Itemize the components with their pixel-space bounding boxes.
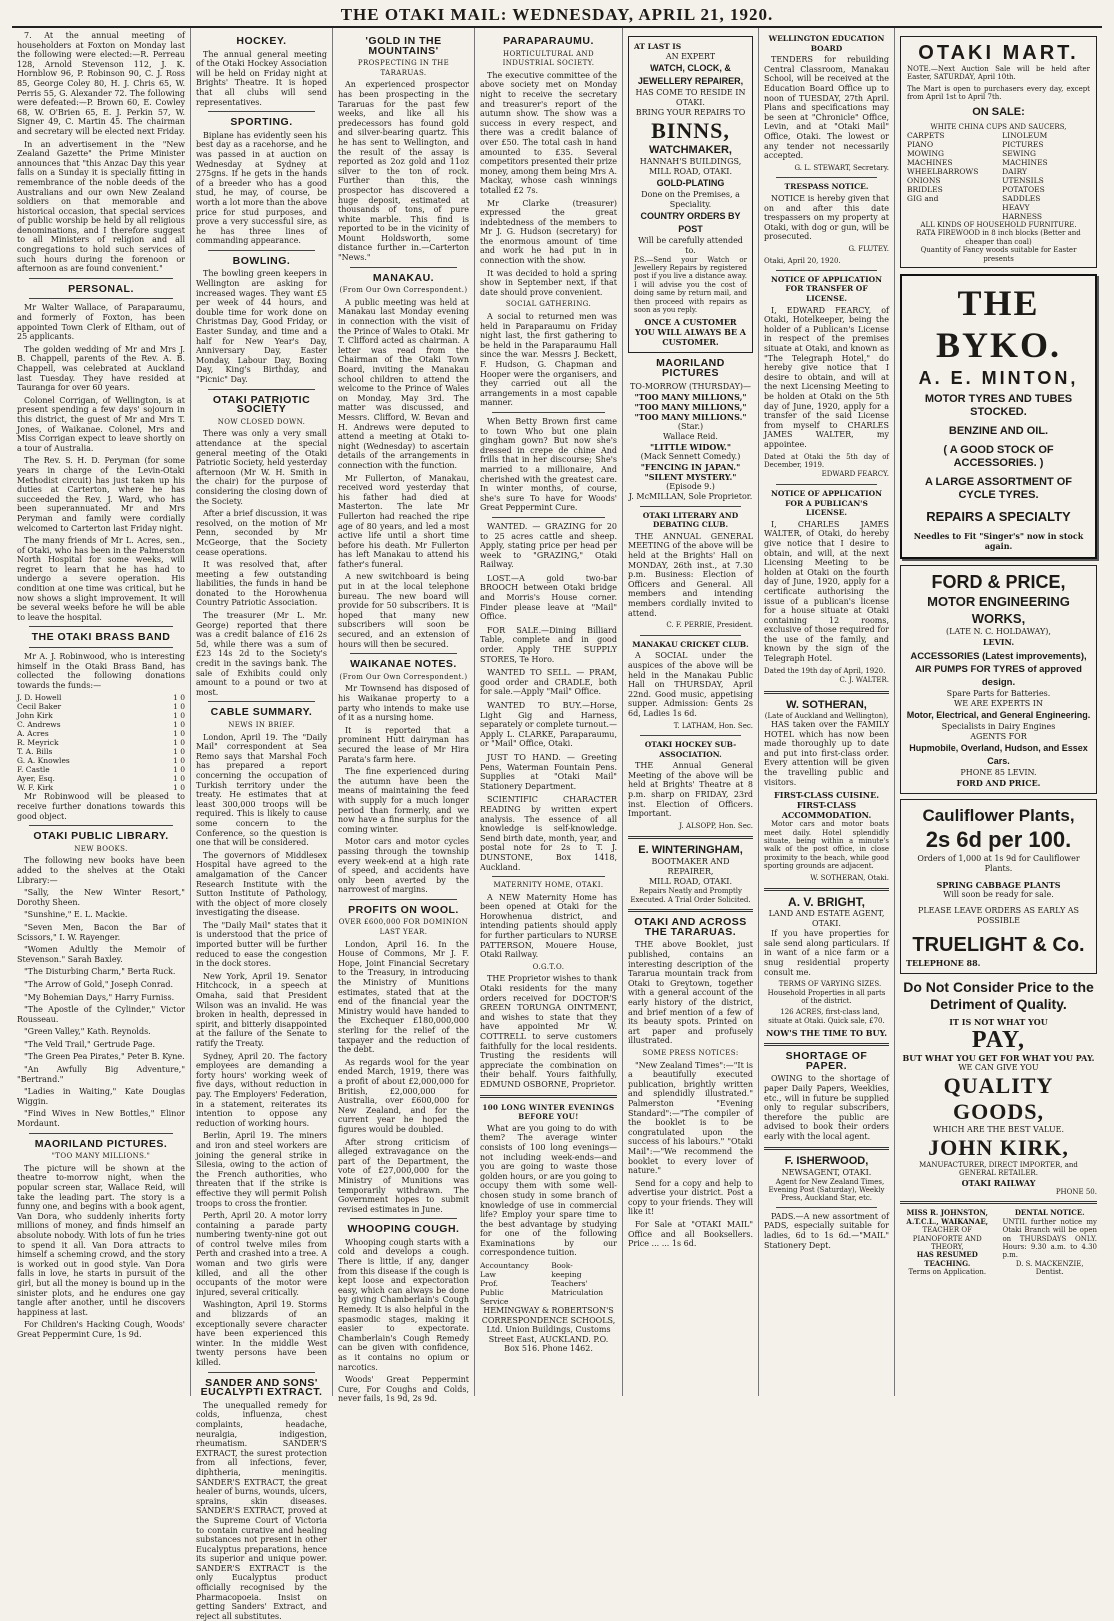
cable-item: The governors of Middlesex Hospital have agreed to the amalgamation of the Cancer Research Institute with the Sutton Institute of Pathology, with the object of more closely investigating the disease. [196, 850, 327, 918]
binns-watchmaker-ad: AT LAST IS AN EXPERT WATCH, CLOCK, & JEWELLERY REPAIRER, HAS COME TO RESIDE IN OTAKI. BRING YOUR REPAIRS TO BINNS, WATCHMAKER, HANNAH'S BUILDINGS, MILL ROAD, OTAKI. GOLD-PLATING Done on the Premises, a Speciality. COUNTRY ORDERS BY POST Will be carefully attended to. P.S.—Send your Watch or Jewellery Repairs by registered post if you live a distance away. I will advise you the cost of doing same by return mail, and then proceed with repairs as soon as you reply. ONCE A CUSTOMER YOU WILL ALWAYS BE A CUSTOMER. [628, 36, 753, 353]
book-item: "The Disturbing Charm," Berta Ruck. [24, 967, 176, 977]
divider [640, 735, 741, 736]
donation-row: J. D. Howell 1 0 [17, 693, 185, 703]
divider [628, 836, 753, 839]
sanders-heading: SANDER AND SONS' EUCALYPTI EXTRACT. [200, 1376, 323, 1399]
cable-item: Perth, April 20. A motor lorry containing a parade party numbering twenty-nine got out of control twelve miles from Perth and crashed into a tree. A woman and two girls were killed, and all the other occupants of the motor were injured, several critically. [196, 1211, 327, 1297]
booklet-advice: Send for a copy and help to advertise your district. Post a copy to your friends. They will like it! [628, 1178, 753, 1217]
peppermint-cure-ad: For Children's Hacking Cough, Woods' Great Peppermint Cure, 1s 9d. [17, 1320, 185, 1339]
waikanae-heading: WAIKANAE NOTES. [350, 658, 457, 671]
divider [29, 647, 173, 648]
book-item: "The Arrow of Gold," Joseph Conrad. [24, 979, 174, 989]
classified-ad: WANTED TO BUY.—Horse, Light Gig and Harness, separately or complete turnout.—Apply L. CLARKE, Paraparaumu, or "Mail" Office, Otaki. [480, 701, 617, 749]
classified-ad: LOST.—A gold two-bar BROOCH between Otaki bridge and Morris's House corner. Finder please leave at "Mail" Office. [480, 573, 617, 622]
johnston-piano-ad: MISS R. JOHNSTON, A.T.C.L., WAIKANAE, TEACHER OF PIANOFORTE AND THEORY, HAS RESUMED TEACHING. Terms on Application. [906, 1208, 989, 1277]
sporting-heading: SPORTING. [230, 116, 293, 129]
divider [208, 389, 315, 390]
waikanae-subheading: (From Our Own Correspondent.) [339, 672, 468, 681]
anzac-day-notice: In an advertisement in the "New Zealand Gazette" the Prime Minister announces that "this Anzac Day this year falls on a Sunday it is specially fitting in remembrance of the noble deeds of the Australians and our own New Zealand soldiers on that memorable and historical occasion, that special services of public worship be held by all religious denominations, and I therefore suggest to all Ministers of religion and all congregations to hold such services of such hours during the forenoon or afternoon as are found convenient." [17, 139, 185, 274]
personal-item: The many friends of Mr L. Acres, sen., of Otaki, who has been in the Palmerston North Hospital for some weeks, will regret to learn that he has had to undergo a severe operation. His condition at one time was critical, but he now shows a slight improvement. It will be several weeks before he will be able to leave the hospital. [17, 536, 185, 622]
bowling-heading: BOWLING. [232, 254, 291, 267]
divider [208, 701, 315, 702]
book-item: "My Bohemian Days," Harry Furniss. [24, 992, 175, 1002]
social-article: A social to returned men was held in Paraparaumu on Friday night last, the first gathering to be held in the Paraparaumu Hall since the war. Messrs J. Beckett, F. Hudson, G. Chapman and Hooper were the organisers, and they carried out all the arrangements in a most capable manner. [480, 312, 617, 408]
patriotic-para: The treasurer (Mr L. Mr. George) reported that there was a credit balance of £16 2s 5d, while there was a sum of £23 14s 2d to the Society's credit in the savings bank. The sale of Exhibits could only amount to a pound or two at most. [196, 611, 327, 697]
cable-item: Sydney, April 20. The factory employees are demanding a forty hours' working week of five days, without reduction in pay. The Employers' Federation, in a statement, reiterates its intention to oppose any reduction of working hours. [196, 1051, 327, 1128]
column-6 [759, 28, 895, 1396]
divider [764, 691, 889, 694]
patriotic-para: It was resolved that, after meeting a few outstanding liabilities, the funds in hand be donated to the Horowhenua Country Patriotic Association. [196, 560, 327, 608]
education-board-notice: WELLINGTON EDUCATION BOARD TENDERS for rebuilding Central Classroom, Manakau School, will be received at the Education Board Office up to noon of TUESDAY, 27th April. Plans and specifications may be seen at "Chronicle" Office, Levin, and at "Otaki Mail" Office, Otaki. The lowest or any tender not necessarily accepted. G. L. STEWART, Secretary. [764, 34, 889, 172]
winteringham-ad: E. WINTERINGHAM, BOOTMAKER AND REPAIRER, MILL ROAD, OTAKI. Repairs Neatly and Promptly Executed. A Trial Order Solicited. [630, 844, 751, 904]
donation-row: Cecil Baker 1 0 [17, 702, 185, 712]
divider [29, 298, 173, 299]
wool-heading: PROFITS ON WOOL. [348, 903, 459, 916]
dental-notice: DENTAL NOTICE. UNTIL further notice my Otaki Branch will be open on THURSDAYS ONLY. Hours: 9.30 a.m. to 4.30 p.m. D. S. MACKENZIE, Dentist. [1002, 1208, 1097, 1277]
maoriland-pictures-subheading: "TOO MANY MILLIONS." [51, 1152, 151, 1161]
book-item: "Seven Men, Bacon the Bar of Scissors," I. W. Rayenger. [17, 922, 185, 942]
social-heading: SOCIAL GATHERING. [505, 300, 592, 309]
book-item: "Sally, the New Winter Resort," Dorothy Sheen. [17, 888, 185, 907]
book-item: "Women Adultly the Memoir of Stevenson." Sarah Baxley. [17, 945, 185, 964]
proprietor-notice: THE Proprietor wishes to thank Otaki residents for the many orders received for DOCTOR'S GREEN TORUNGA OINTMENT, and wishes to state that they have appointed Mr W. COTTRELL to serve customers faithfully for the local residents. Trusting the residents will appreciate the combination on their behalf. Yours faithfully, EDMUND OSBORNE, Proprietor. [480, 974, 617, 1089]
bottom-notices [900, 1209, 1097, 1276]
maoriland-pictures-heading: MAORILAND PICTURES. [34, 1137, 168, 1150]
divider [208, 250, 315, 251]
cable-item: The "Daily Mail" states that it is understood that the price of imported butter will be further reduced to ease the congestion in the dock stores. [196, 920, 327, 969]
library-heading: OTAKI PUBLIC LIBRARY. [33, 830, 169, 843]
divider [492, 517, 605, 518]
sotheran-hotel-ad: W. SOTHERAN, (Late of Auckland and Wellington), HAS taken over the FAMILY HOTEL which has now been made thoroughly up to date and put into first-class order. Every attention will be given the travelling public and visitors. FIRST-CLASS CUISINE. FIRST-CLASS ACCOMMODATION. Motor cars and motor boats meet daily. Hotel splendidly situate, being within a minute's walk of the post office, in close proximity to the beach, while good sporting grounds are adjacent. W. SOTHERAN, Otaki. [764, 698, 889, 882]
personal-item: Colonel Corrigan, of Wellington, is at present spending a few days' sojourn in this district, the guest of Mr and Mrs T. Jones, of Waikanae. Colonel, Mrs and Miss Corrigan expect to leave shortly on a tour of Australia. [17, 395, 185, 453]
donation-row: John Kirk 1 0 [17, 711, 185, 721]
divider [350, 653, 457, 654]
paper-shortage-heading: SHORTAGE OF PAPER. [785, 1050, 868, 1072]
betty-brown-verse: When Betty Brown first came to town Who but one plain gingham gown? But now she's dressed in crepe de chine And frills that in her discourse; She's married to a millionaire, And cherished with the greatest care. In winter months, of course, she's sure To have for Woods' Great Peppermint Cure. [480, 416, 617, 513]
hockey-heading: HOCKEY. [236, 35, 287, 47]
library-intro: The following new books have been added to the shelves at the Otaki Library:— [17, 856, 185, 885]
divider [776, 270, 877, 271]
waikanae-para: The fine experienced during the autumn have been the means of maintaining the feed with supply for a much longer period than formerly, and we now have a fine surplus for the coming winter. [338, 767, 469, 834]
waikanae-para: Motor cars and motor cycles passing through the township every week-end at a high rate of speed, and accidents have only been averted by the narrowest of margins. [338, 837, 469, 895]
maoriland-pictures-ad: TO-MORROW (THURSDAY)— "TOO MANY MILLIONS," "TOO MANY MILLIONS," "TOO MANY MILLIONS." (Star.) Wallace Reid. "LITTLE WIDOW." (Mack Sennett Comedy.) "FENCING IN JAPAN." "SILENT MYSTERY." (Episode 9.) J. McMILLAN, Sole Proprietor. [628, 381, 753, 501]
donation-row: W. F. Kirk 1 0 [17, 783, 185, 793]
divider [480, 1095, 617, 1098]
masthead: THE OTAKI MAIL: WEDNESDAY, APRIL 21, 1920. [12, 4, 1102, 28]
manakau-para: A public meeting was held at Manakau last Monday evening in connection with the visit of the Prince of Wales to Otaki. Mr T. Clifford acted as chairman. A letter was read from the Chairman of the Otaki Town Board, inviting the Manakau school children to attend the welcome to the Prince of Wales on Monday, May 3rd. The matter was discussed, and Messrs. Clifford, W. Bevan and H. Andrews were deputed to attend a meeting at Otaki to-night (Wednesday) to ascertain details of the arrangements in connection with the function. [338, 297, 469, 470]
donation-list [17, 693, 185, 792]
brass-band-intro: Mr A. J. Robinwood, who is interesting himself in the Otaki Brass Band, has collected the following donations towards the funds:— [17, 652, 185, 690]
wool-para: London, April 16. In the House of Commons, Mr J. F. Hope, Joint Financial Secretary to the Treasury, in introducing the Ministry of Munitions estimates, stated that at the end of the financial year the Ministry would have handed to the Exchequer £180,000,000 sterling for the relief of the taxpayer and the reduction of the debt. [338, 939, 469, 1055]
divider [208, 1372, 315, 1373]
divider [776, 1207, 877, 1208]
sporting-article: Biplane has evidently seen his best day as a racehorse, and he was passed in at auction on Wednesday at Sydney at 275gns. If he gets in the hands of a breeder who has a good stud, he may, of course, be worth a lot more than the above price for stud purposes, and prove a very successful sire, as he has three lines of commanding appearance. [196, 130, 327, 246]
personal-item: The golden wedding of Mr and Mrs J. B. Chappell, parents of the Rev. A. B. Chappell, was celebrated at Auckland last Tuesday. They have resided at Tauranga for over 60 years. [17, 344, 185, 393]
donation-row: F. Castle 1 0 [17, 765, 185, 775]
subject-list: Accountancy Law Prof. Public Service Book-keeping Teachers' Matriculation [480, 1261, 604, 1307]
library-subheading: NEW BOOKS. [74, 844, 128, 853]
divider [640, 506, 741, 507]
publican-license-notice: NOTICE OF APPLICATION FOR A PUBLICAN'S LICENSE. I, CHARLES JAMES WALTER, of Otaki, do hereby give notice that I desire to obtain, and will, at the next Licensing Meeting to be holden at Otaki on the fourth day of June, 1920, apply for a certificate authorising the issue of a publican's license for a house situate at Otaki containing 12 rooms, exclusive of those required for the use of the family, and known by the sign of the Telegraph Hotel. Dated the 19th day of April, 1920. C. J. WALTER. [764, 488, 889, 685]
patriotic-heading: OTAKI PATRIOTIC SOCIETY [212, 393, 311, 416]
whooping-heading: WHOOPING COUGH. [347, 1223, 460, 1236]
waikanae-para: Mr Townsend has disposed of his Waikanae property to a party who intends to make use of it as a nursing home. [338, 684, 469, 723]
bowling-article: The bowling green keepers in Wellington are asking for increased wages. They want £5 per week of 44 hours, and double time for work done on Christmas Day, Good Friday, or Easter Sunday, and time and a half for New Year's Day, Anniversary Day, Easter Monday, Labour Day, Boxing Day, King's Birthday, and "Picnic" Day. [196, 269, 327, 384]
tararuas-booklet-ad: THE above Booklet, just published, contains an interesting description of the Tararua mountain track from Otaki to Greytown, together with a general account of the early history of the district, and brief mention of a few of its beauty spots. Printed on art paper and profusely illustrated. [628, 940, 753, 1046]
classified-ad: FOR SALE.—Dining Billiard Table, complete and in good order. Apply THE SUPPLY STORES, Te Horo. [480, 625, 617, 664]
divider [29, 1133, 173, 1134]
sanders-article: The unequalled remedy for colds, influenza, chest complaints, headache, neuralgia, indigestion, rheumatism. SANDER'S EXTRACT, the surest protection from all infections, fever, diphtheria, meningitis. SANDER'S EXTRACT, the great healer of burns, wounds, ulcers, sprains, skin diseases. SANDER'S EXTRACT, proved at the Supreme Court of Victoria to contain curative and healing substances not present in other Eucalyptus preparations, hence its superior and unique power. SANDER'S EXTRACT is the only Eucalyptus product officially recognised by the Pharmacopoeia. Insist on getting Sanders' Extract, and reject all substitutes. [196, 1400, 327, 1621]
john-kirk-ad: Do Not Consider Price to the Detriment of Quality. IT IS NOT WHAT YOU PAY, BUT WHAT YOU GET FOR WHAT YOU PAY. WE CAN GIVE YOU QUALITY GOODS, WHICH ARE THE BEST VALUE. JOHN KIRK, MANUFACTURER, DIRECT IMPORTER, and GENERAL RETAILER. OTAKI RAILWAY PHONE 50. [902, 979, 1097, 1196]
press-notices-heading: SOME PRESS NOTICES: [642, 1048, 739, 1057]
divider [900, 1201, 1097, 1204]
gold-article: An experienced prospector has been prospecting in the Tararuas for the past few weeks, and like all his predecessors has found gold and silver-bearing quartz. This he has sent to Wellington, and the result of the assay is reported as 2oz gold and 11oz silver to the ton of rock. Further than this, the prospector has discovered a huge deposit, estimated at thousands of tons, of pure white marble. This find is reported to be in the vicinity of Mount Holdsworth, some distance further in.—Carterton "News." [338, 80, 469, 263]
divider [29, 825, 173, 826]
column-1 [12, 28, 191, 1396]
gold-subheading: PROSPECTING IN THE TARARUAS. [357, 59, 450, 77]
paraparaumu-heading: PARAPARAUMU. [503, 35, 594, 47]
classified-ad: WANTED. — GRAZING for 20 to 25 acres cattle and sheep. Apply, stating price per head per week to "GRAZING," Otaki Railway. [480, 521, 617, 570]
book-item: "The Veld Trail," Gertrude Page. [24, 1039, 155, 1049]
divider [350, 1218, 457, 1219]
maternity-ad: A NEW Maternity Home has been opened at Otaki for the Horowhenua district, and intending patients should apply for further particulars to NURSE PATTERSON, Mouere House, Otaki Railway. [480, 892, 617, 960]
trespass-notice: TRESPASS NOTICE. NOTICE is hereby given that on and after this date trespassers on my property at Otaki, with dog or gun, will be prosecuted. G. FLUTEY. Otaki, April 20, 1920. [764, 182, 889, 266]
column-3 [333, 28, 475, 1404]
donation-row: A. Acres 1 0 [17, 729, 185, 739]
press-notices: "New Zealand Times":—"It is a beautifully executed publication, brightly written and splendidly illustrated." Palmerston "Evening Standard":—"The compiler of the booklet is to be congratulated upon the success of his labours." "Otaki Mail":—"We recommend the booklet to every lover of nature." [628, 1060, 753, 1176]
winter-evenings-ad: What are you going to do with them? The average winter consists of 100 long evenings—not including week-ends—and you are going to waste those golden hours, or are you going to occupy them with some well-chosen study in some branch of knowledge of use in commercial life? Employ your spare time to the best advantage by studying for one of the following Examinations by our correspondence tuition. [480, 1123, 617, 1258]
maoriland-pictures-ad-heading: MAORILAND PICTURES [656, 357, 725, 380]
correspondence-school-address: HEMINGWAY & ROBERTSON'S CORRESPONDENCE SCHOOLS, Ltd. Union Buildings, Customs Street East, AUCKLAND. P.O. Box 516. Phone 1462. [481, 1306, 616, 1354]
manakau-para: Mr Fullerton, of Manakau, received word yesterday that his father had died at Masterton. The late Mr Fullerton had reached the ripe age of 80 years, and led a most active life until a short time before his death. Mr Fullerton has left Manakau to attend his father's funeral. [338, 473, 469, 569]
donation-row: G. A. Knowles 1 0 [17, 756, 185, 766]
divider [350, 899, 457, 900]
book-item: "The Green Pea Pirates," Peter B. Kyne. [24, 1052, 185, 1062]
cable-item: New York, April 19. Senator Hitchcock, in a speech at Omaha, said that President Wilson was an invalid. He was broken in health, depressed in spirit, and bitterly disappointed at the failure of the Senate to ratify the Treaty. [196, 971, 327, 1048]
cable-item: London, April 19. The "Daily Mail" correspondent at Sea Remo says that Marshal Foch has prepared a report concerning the occupation of Turkish territory under the treaty. He estimates that at least 300,000 troops will be required. This is likely to cause some concern to the Conference, so the question is one that will be considered. [196, 732, 327, 848]
patriotic-para: After a brief discussion, it was resolved, on the motion of Mr Penn, seconded by Mr McGeorge, that the Society cease operations. [196, 509, 327, 557]
paper-shortage-notice: OWING to the shortage of paper Daily Papers, Weeklies, etc., will in future be supplied only to regular subscribers, therefore the public are advised to book their orders early with the local agent. [764, 1074, 889, 1141]
manakau-heading: MANAKAU. [372, 271, 435, 284]
cable-item: Washington, April 19. Storms and blizzards of an exceptionally severe character have been experienced this winter. In the middle West twenty persons have been killed. [196, 1300, 327, 1367]
maternity-heading: MATERNITY HOME, OTAKI. [493, 881, 604, 890]
donation-row: Ayer, Esq. 1 0 [17, 774, 185, 784]
peppermint-cure-ad: Woods' Great Peppermint Cure, For Coughs and Colds, never fails, 1s 9d, 2s 9d. [338, 1375, 469, 1404]
cricket-club-notice: MANAKAU CRICKET CLUB. A SOCIAL under the auspices of the above will be held in the Manakau Public Hall on THURSDAY, April 22nd. Good music, appetising supper. Admission: Gents 2s 6d, Ladies 1s 6d. T. LATHAM, Hon. Sec. [628, 639, 753, 730]
divider [764, 1147, 889, 1150]
manakau-subheading: (From Our Own Correspondent.) [339, 286, 468, 295]
tararuas-heading: OTAKI AND ACROSS THE TARARUAS. [634, 916, 747, 938]
gold-heading: 'GOLD IN THE MOUNTAINS' [365, 35, 442, 57]
isherwood-newsagent-ad: F. ISHERWOOD, NEWSAGENT, OTAKI. Agent for New Zealand Times, Evening Post (Saturday), Weekly Press, Auckland Star, etc. [768, 1154, 885, 1203]
column-2 [191, 28, 333, 1621]
column-5 [623, 28, 759, 1396]
book-item: "Ladies in Waiting," Kate Douglas Wiggin. [17, 1087, 185, 1106]
book-item: "The Apostle of the Cylinder," Victor Rousseau. [17, 1005, 185, 1024]
column-7 [895, 28, 1102, 1396]
paraparaumu-para: It was decided to hold a spring show in September next, if that date should prove convenient. [480, 268, 617, 297]
pads-ad: PADS.—A new assortment of PADS, especially suitable for ladies, 6d to 1s 6d.—"MAIL" Stationery Dept. [764, 1211, 889, 1250]
booklet-price: For Sale at "OTAKI MAIL" Office and all Booksellers. Price ... ... 1s 6d. [628, 1220, 753, 1249]
personal-item: The Rev. S. H. D. Peryman (for some years in charge of the Levin-Otaki Methodist circuit) has just taken up his duties at Carterton, where he has succeeded the Rev. J. Ward, who has been superannuated. Mr and Mrs Peryman and family were cordially welcomed to Carterton last Friday night. [17, 456, 185, 533]
divider [492, 876, 605, 877]
patriotic-para: There was only a very small attendance at the special general meeting of the Otaki Patriotic Society, held yesterday afternoon (Mr W. H. Smith in the chair) for the purpose of considering the closing down of the Society. [196, 429, 327, 506]
book-item: "Find Wives in New Bottles," Elinor Mordaunt. [17, 1109, 185, 1129]
ogto-heading: O.G.T.O. [532, 962, 565, 971]
book-item: "An Awfully Big Adventure," "Bertrand." [17, 1065, 185, 1084]
divider [492, 412, 605, 413]
cauliflower-plants-ad: Cauliflower Plants, 2s 6d per 100. Orders of 1,000 at 1s 9d for Cauliflower Plants. SPRING CABBAGE PLANTS Will soon be ready for sale. PLEASE LEAVE ORDERS AS EARLY AS POSSIBLE TRUELIGHT & Co. TELEPHONE 88. [900, 799, 1097, 974]
debating-club-notice: OTAKI LITERARY AND DEBATING CLUB. THE ANNUAL GENERAL MEETING of the above will be held at the Brights' Hall on MONDAY, 26th inst., at 7.30 p.m. Business: Election of Officers and General. All members and intending members cordially invited to attend. C. F. PERRIE, President. [628, 510, 753, 630]
cable-summary-heading: CABLE SUMMARY. [210, 706, 313, 719]
license-transfer-notice: NOTICE OF APPLICATION FOR TRANSFER OF LICENSE. I, EDWARD FEARCY, of Otaki, Hotelkeeper, being the holder of a Publican's License in respect of the premises situate at Otaki, and known as "The Telegraph Hotel," do hereby give notice that I desire to obtain, and will at the next Licensing Meeting to be holden at Otaki on the 5th day of June, 1920, apply for a transfer of the said License from myself to CHARLES JAMES WALTER, my appointee. Dated at Otaki the 5th day of December, 1919. EDWARD FEARCY. [764, 274, 889, 479]
wool-subheading: OVER £600,000 FOR DOMINION LAST YEAR. [338, 918, 469, 937]
brass-band-close: Mr Robinwood will be pleased to receive further donations towards this good object. [17, 792, 185, 821]
foxton-election: 7. At the annual meeting of householders at Foxton on Monday last the following were elected:—R. Perreau 128, Arnold Stevenson 112, J. K. Hornblow 96, P. Robinson 90, C. J. Ross 85, George Coley 80, H. J. Chris 65, W. Perris 55, G. Alexander 72. The following were defeated:—P. Brown 60, E. Cowley 68, W. O'Brien 65, E. J. Perkin 57, W. Signer 49, C. Martin 45. The chairman and secretary will be elected next Friday. [17, 31, 185, 136]
book-list [17, 888, 185, 1128]
classified-ad: SCIENTIFIC CHARACTER READING by written expert analysis. The essence of all knowledge is self-knowledge. Send birth date, month, year, and postal note for 2s to T. J. DUNSTONE, Box 1418, Auckland. [480, 795, 617, 872]
paraparaumu-para: Mr Clarke (treasurer) expressed the great indebtedness of the members to Mr J. G. Hudson (secretary) for the enormous amount of time and work he had put in in connection with the show. [480, 198, 617, 266]
whooping-article: Whooping cough starts with a cold and develops a cough. There is little, if any, danger from this disease if the cough is kept loose and expectoration easy, which can always be done by giving Chamberlain's Cough Remedy. It is also helpful in the spasmodic stages, making it easier to expectorate. Chamberlain's Cough Remedy can be given with confidence, as it contains no opium or narcotics. [338, 1237, 469, 1372]
waikanae-para: It is reported that a prominent Hutt dairyman has secured the lease of Mr Hira Parata's farm here. [338, 725, 469, 764]
divider [640, 635, 741, 636]
columns [12, 28, 1102, 1621]
hockey-article: The annual general meeting of the Otaki Hockey Association will be held on Friday night at Brights' Theatre. It is hoped that all clubs will send representatives. [196, 49, 327, 107]
brass-band-heading: THE OTAKI BRASS BAND [31, 631, 171, 644]
otaki-mart-ad: OTAKI MART. NOTE.—Next Auction Sale will be held after Easter, SATURDAY, April 10th. The Mart is open to purchasers every day, except from April 1st to April 7th. ON SALE: WHITE CHINA CUPS AND SAUCERS, CARPETS PIANO MOWING MACHINES WHEELBARROWS ONIONS BRIDLES GIG and LINOLEUM PICTURES SEWING MACHINES DAIRY UTENSILS POTATOES SADDLES HEAVY HARNESS ALL KINDS OF HOUSEHOLD FURNITURE. RATA FIREWOOD in 8 inch blocks (Better and cheaper than coal) Quantity of Fancy woods suitable for Easter presents [900, 36, 1097, 268]
divider [628, 909, 753, 912]
divider [29, 278, 173, 279]
wool-para: After strong criticism of alleged extravagance on the part of the Department, the vote of £27,000,000 for the Ministry of Munitions was temporarily withdrawn. The Government hopes to submit revised estimates in June. [338, 1137, 469, 1214]
book-item: "Green Valley," Kath. Reynolds. [24, 1027, 151, 1037]
paraparaumu-subheading: HORTICULTURAL AND INDUSTRIAL SOCIETY. [502, 49, 595, 68]
donation-row: R. Meyrick 1 0 [17, 738, 185, 748]
cable-item: Berlin, April 19. The miners and iron and steel workers are joining the general strike in Silesia, owing to the action of the French authorities, who threaten that if the strike is effective they will permit Polish troops to cross the frontier. [196, 1131, 327, 1208]
paraparaumu-para: The executive committee of the above society met on Monday night to receive the secretary and treasurer's report of the autumn show. The show was a success in every respect, and there was a credit balance of over £50. The total cash in hand amounted to £35. Several competitors presented their prize money, among them being Mrs A. Mackay, whose cash winnings totalled £2 7s. [480, 70, 617, 195]
divider [764, 1043, 889, 1046]
divider [29, 626, 173, 627]
book-item: "Sunshine," E. L. Mackie. [24, 910, 128, 920]
divider [350, 267, 457, 268]
manakau-para: A new switchboard is being put in at the local telephone bureau. The new board will provide for 50 subscribers. It is hoped that many new subscribers will soon be secured, and an extension of hours will then be secured. [338, 572, 469, 649]
personal-item: Mr Walter Wallace, of Paraparaumu, and formerly of Foxton, has been appointed Town Clerk of Eltham, out of 25 applicants. [17, 303, 185, 342]
cable-subheading: NEWS IN BRIEF. [228, 721, 295, 729]
byko-ad: THE BYKO. A. E. MINTON, MOTOR TYRES AND TUBES STOCKED. BENZINE AND OIL. ( A GOOD STOCK OF ACCESSORIES. ) A LARGE ASSORTMENT OF CYCLE TYRES. REPAIRS A SPECIALTY Needles to Fit "Singer's" now in stock again. [900, 274, 1097, 559]
hockey-sub-association-notice: OTAKI HOCKEY SUB-ASSOCIATION. THE Annual General Meeting of the above will be held at Brights' Theatre at 8 p.m. sharp on FRIDAY, 23rd inst. Election of Officers. Important. J. ALSOPP, Hon. Sec. [628, 740, 753, 830]
divider [776, 484, 877, 485]
ford-price-ad: FORD & PRICE, MOTOR ENGINEERING WORKS, (LATE N. C. HOLDAWAY), LEVIN. ACCESSORIES (Latest improvements), AIR PUMPS FOR TYRES of approved design. Spare Parts for Batteries. WE ARE EXPERTS IN Motor, Electrical, and General Engineering. Specialists in Dairy Engines AGENTS FOR Hupmobile, Overland, Hudson, and Essex Cars. PHONE 85 LEVIN. FORD AND PRICE. [900, 565, 1097, 794]
wool-para: As regards wool for the year ended March, 1919, there was a profit of about £2,000,000 for British, £2,000,000 for Australia, over £600,000 for New Zealand, and for the current year he hoped the figures would be doubled. [338, 1057, 469, 1134]
divider [764, 888, 889, 891]
winter-evenings-heading: 100 LONG WINTER EVENINGS BEFORE YOU! [482, 1102, 615, 1122]
mart-items: CARPETS PIANO MOWING MACHINES WHEELBARROWS ONIONS BRIDLES GIG and LINOLEUM PICTURES SEWING MACHINES DAIRY UTENSILS POTATOES SADDLES HEAVY HARNESS [907, 131, 1048, 222]
donation-row: C. Andrews 1 0 [17, 720, 185, 730]
classified-ad: JUST TO HAND. — Greeting Pens, Waterman Fountain Pens. Supplies at "Otaki Mail" Stationery Department. [480, 752, 617, 791]
column-4 [475, 28, 623, 1396]
patriotic-subheading: NOW CLOSED DOWN. [217, 417, 306, 426]
donation-row: T. A. Bills 1 0 [17, 747, 185, 757]
personal-heading: PERSONAL. [68, 282, 134, 295]
maoriland-pictures-article: The picture will be shown at the theatre to-morrow night, when the popular screen star, Wallace Reid, will take the leading part. The story is a funny one, and begins with a book agent, Van Dora, who suddenly inherits forty millions of money, and finds himself an absolute nobody. With lots of fun he tries to spend it all. Van Dora attracts to himself a scheming crowd, and the story is worked out in good style. Van Dora falls in love, he starts in pursuit of the girl, but all the money is bound up in the sinister plots, and he endures one gay tangle after another, until he discovers happiness at last. [17, 1163, 185, 1317]
classified-ad: WANTED TO SELL. — PRAM, good order and CRADLE, both for sale.—Apply "Mail" Office. [480, 668, 617, 697]
divider [776, 177, 877, 178]
bright-land-agent-ad: A. V. BRIGHT, LAND AND ESTATE AGENT, OTAKI. If you have properties for sale send along particulars. If in want of a nice farm or a snug residential property consult me. TERMS OF VARYING SIZES. Household Properties in all parts of the district. 126 ACRES, first-class land, situate at Otaki. Quick sale, £70. NOW'S THE TIME TO BUY. [764, 895, 889, 1039]
divider [208, 111, 315, 112]
